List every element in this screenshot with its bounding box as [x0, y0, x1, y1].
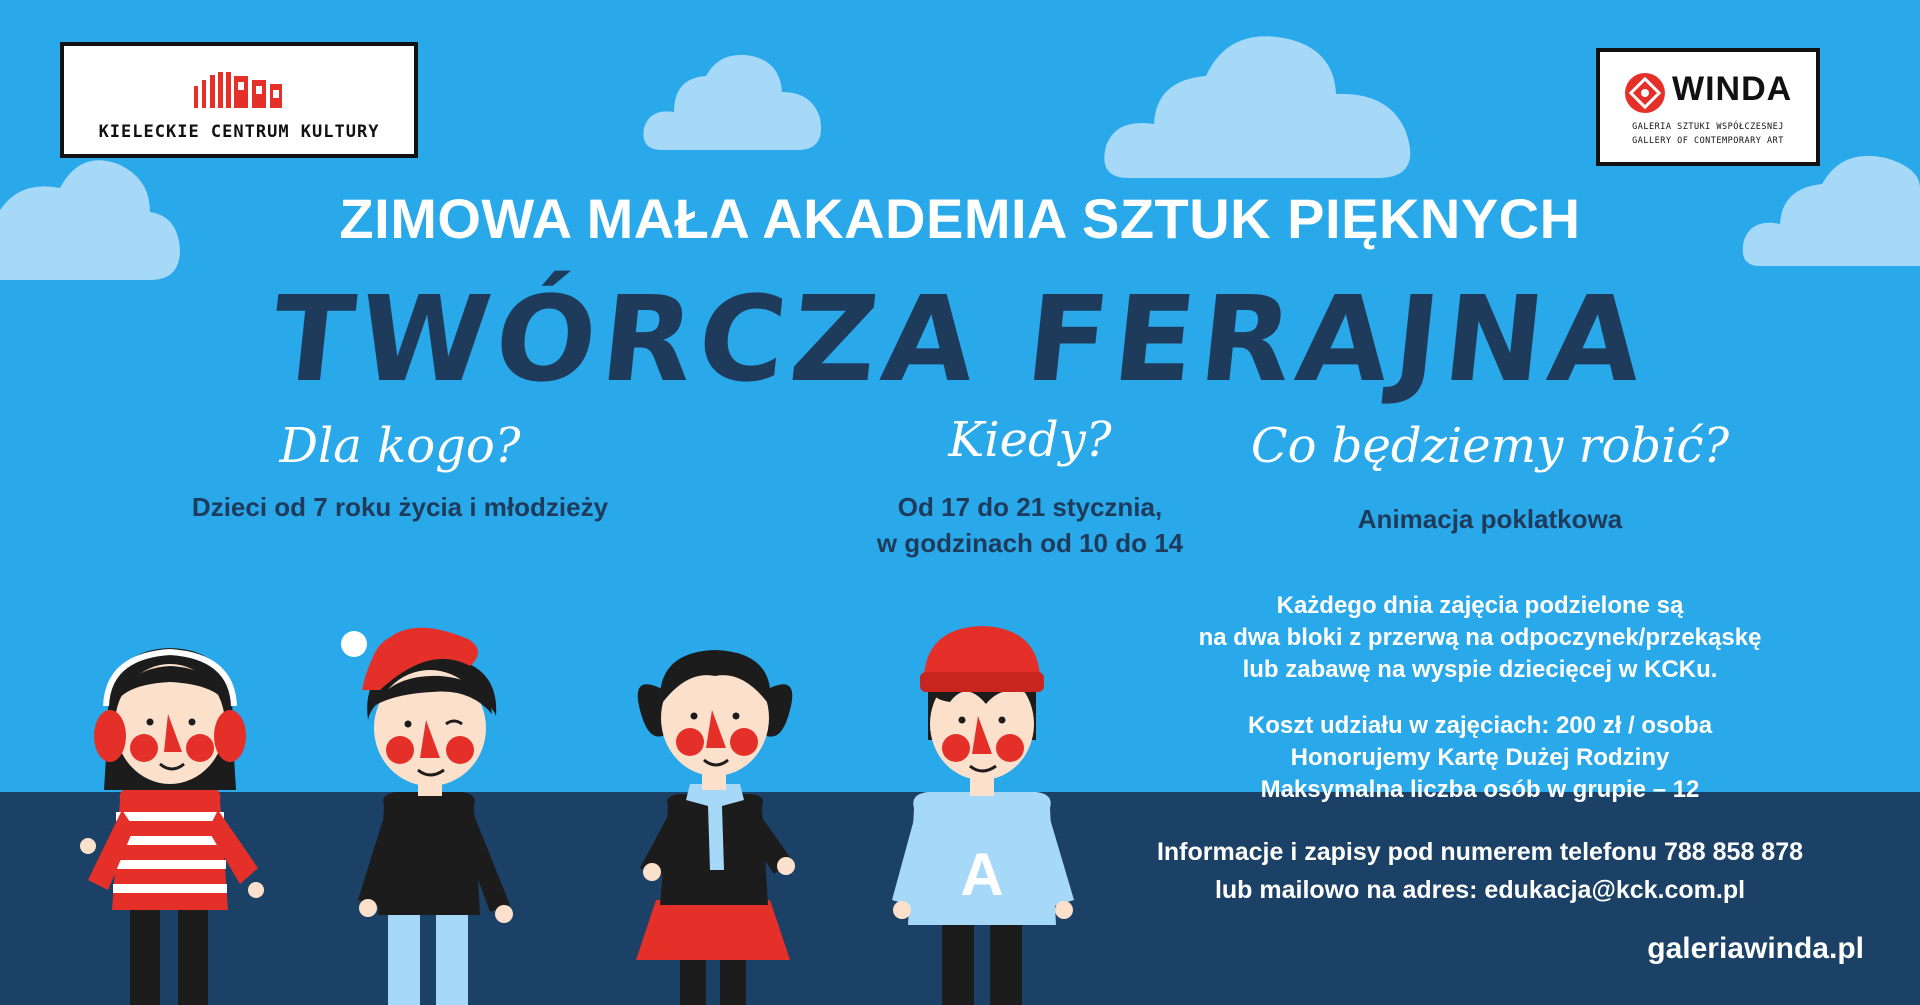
event-title: TWÓRCZA FERAJNA	[265, 270, 1655, 408]
info-line-2: na dwa bloki z przerwą na odpoczynek/przekąskę	[1198, 624, 1762, 651]
answer-when-line-1: Od 17 do 21 stycznia,	[897, 492, 1163, 522]
contact-line-2[interactable]: lub mailowo na adres: edukacja@kck.com.pl	[1214, 876, 1746, 904]
sweater-letter: A	[960, 841, 1004, 908]
question-who: Dla kogo?	[279, 418, 521, 474]
question-when: Kiedy?	[948, 412, 1112, 468]
kid-earmuffs	[80, 648, 264, 1005]
kid-red-hat	[341, 628, 513, 1005]
winda-logo-name: WINDA	[1672, 70, 1793, 108]
cloud-icon	[1098, 28, 1418, 178]
headline: ZIMOWA MAŁA AKADEMIA SZTUK PIĘKNYCH	[339, 187, 1581, 250]
info-line-3: lub zabawę na wyspie dziecięcej w KCKu.	[1242, 656, 1718, 683]
answer-who-line-1: Dzieci od 7 roku życia i młodzieży	[191, 492, 609, 522]
kck-logo-text: KIELECKIE CENTRUM KULTURY	[98, 122, 380, 142]
kid-pigtails	[636, 650, 795, 1005]
answer-what-line-1: Animacja poklatkowa	[1357, 504, 1623, 534]
website-link[interactable]: galeriawinda.pl	[1647, 932, 1864, 965]
price-line-3: Maksymalna liczba osób w grupie – 12	[1260, 776, 1700, 803]
price-line-1: Koszt udziału w zajęciach: 200 zł / osoba	[1247, 712, 1713, 739]
winda-subtitle-en: GALLERY OF CONTEMPORARY ART	[1632, 136, 1784, 146]
winda-subtitle-pl: GALERIA SZTUKI WSPÓŁCZESNEJ	[1632, 122, 1784, 132]
answer-when-line-2: w godzinach od 10 do 14	[876, 528, 1184, 558]
contact-line-1: Informacje i zapisy pod numerem telefonu 788 858 878	[1156, 838, 1804, 866]
question-what: Co będziemy robić?	[1250, 418, 1730, 474]
price-line-2: Honorujemy Kartę Dużej Rodziny	[1290, 744, 1670, 771]
info-line-1: Każdego dnia zajęcia podzielone są	[1276, 592, 1684, 619]
kid-beanie	[892, 626, 1074, 1005]
winda-logo[interactable]	[1596, 48, 1820, 166]
winda-mark-icon	[1624, 72, 1666, 114]
